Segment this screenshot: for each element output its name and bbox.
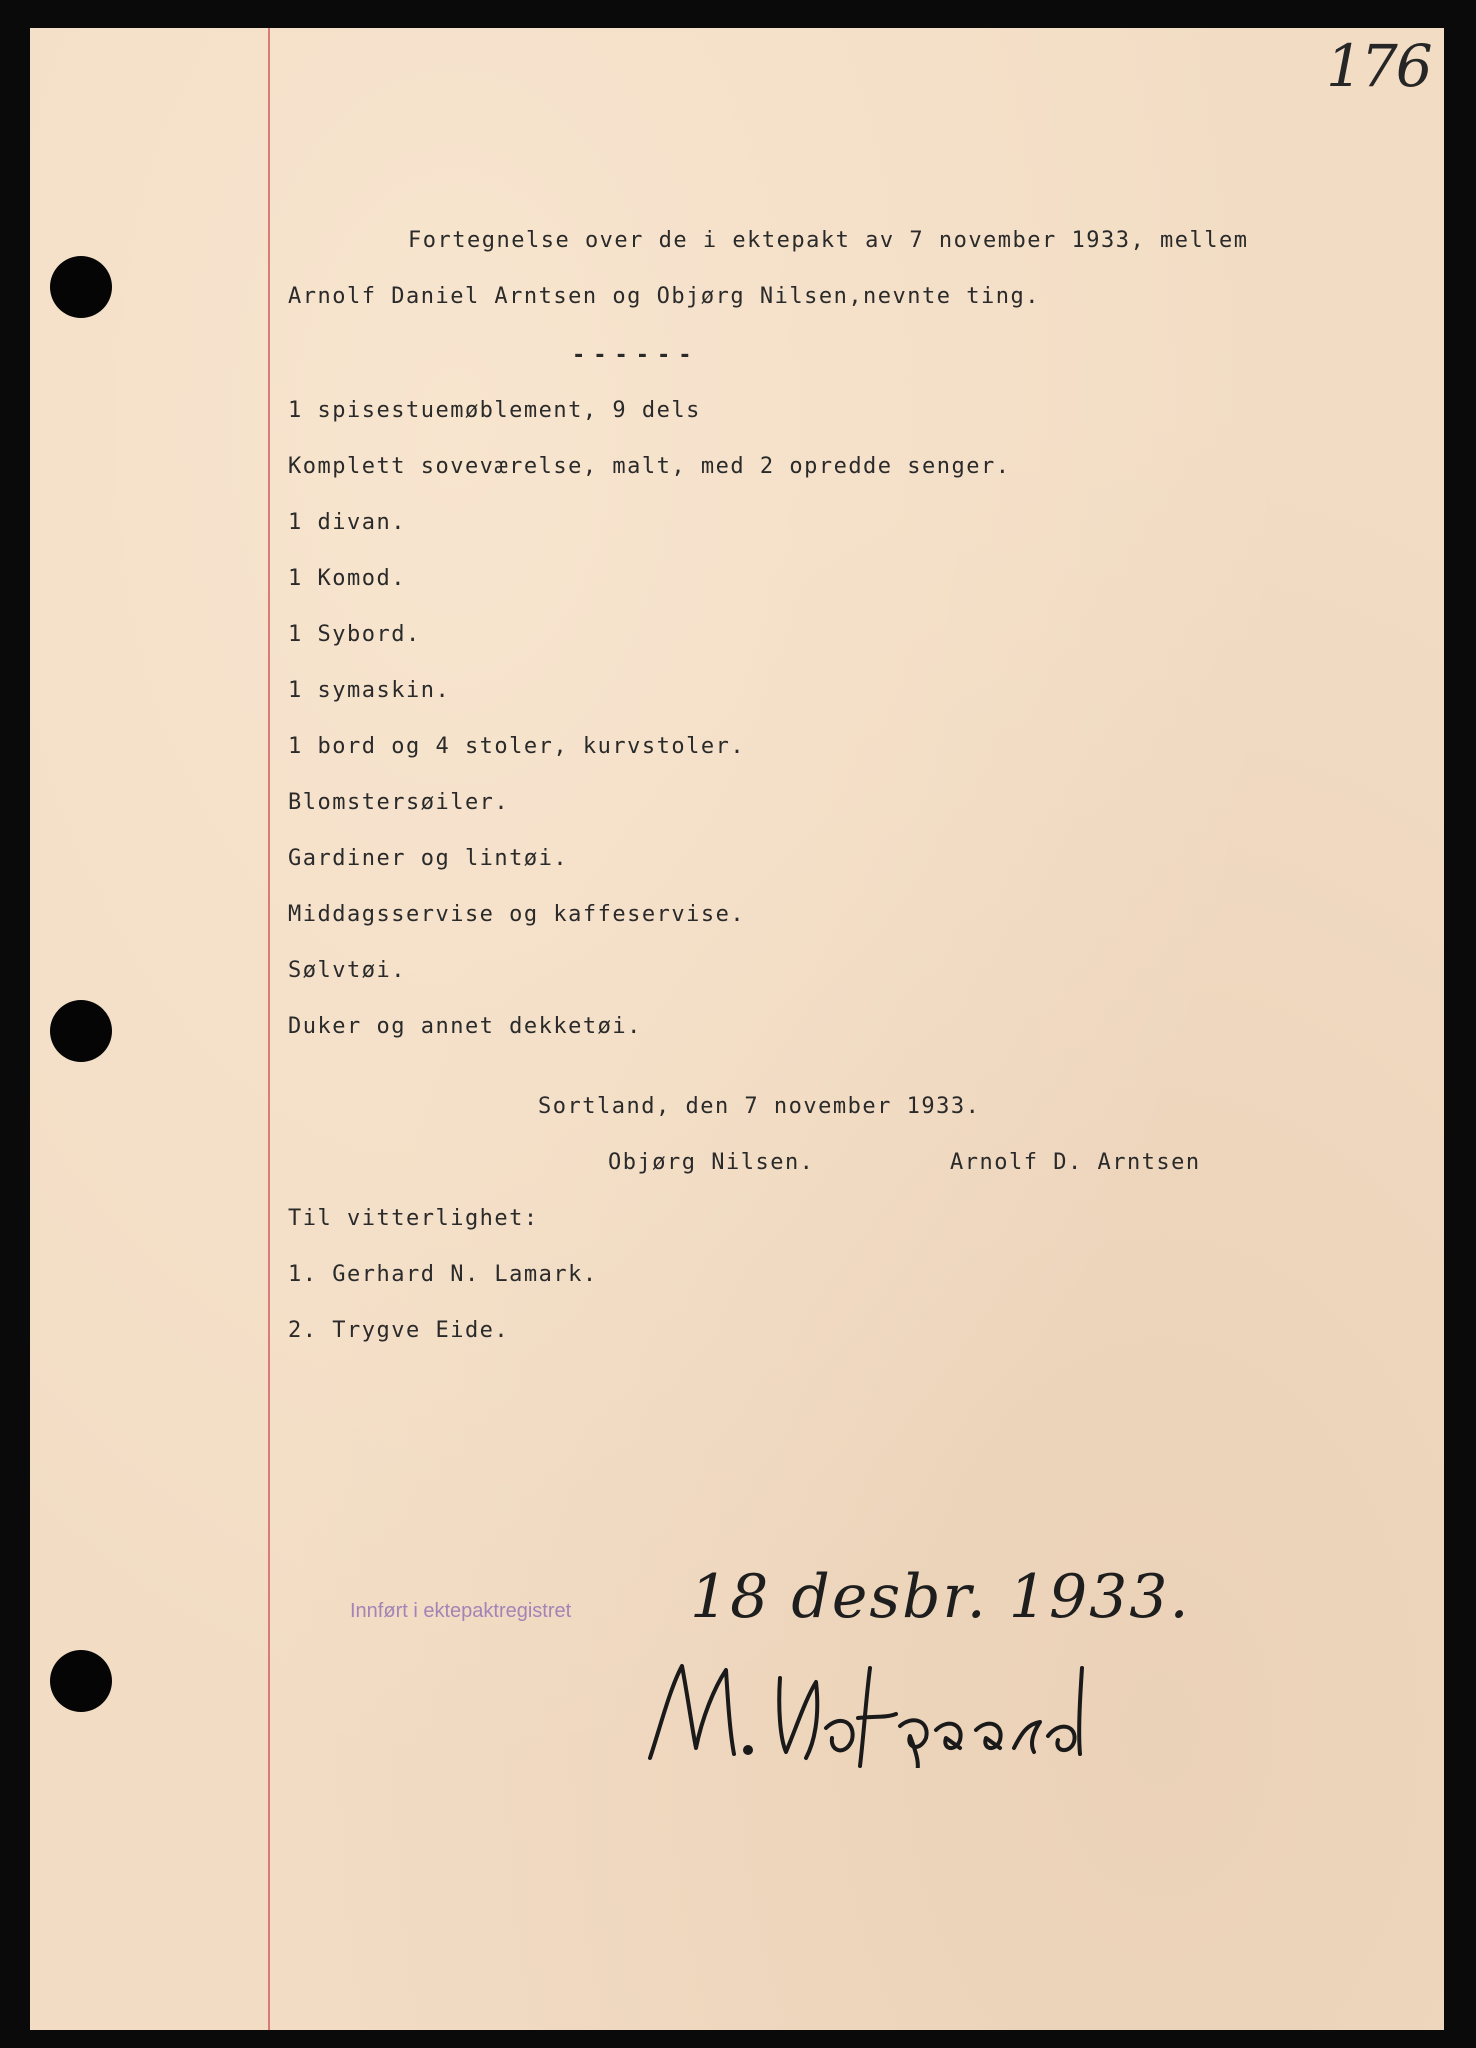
signature-stroke <box>1014 1722 1040 1752</box>
list-item: 1 divan. <box>288 510 406 535</box>
binder-hole <box>50 1650 112 1712</box>
registration-stamp: Innført i ektepaktregistret <box>350 1600 572 1622</box>
list-item: Middagsservise og kaffeservise. <box>288 902 746 927</box>
title-line-1: Fortegnelse over de i ektepakt av 7 november 1933, mellem <box>408 228 1249 253</box>
signature-stroke <box>779 1678 817 1758</box>
signature-objorg: Objørg Nilsen. <box>608 1150 815 1175</box>
red-margin-line <box>268 28 270 2030</box>
witness-item: 2. Trygve Eide. <box>288 1318 510 1343</box>
signature-stroke <box>936 1724 961 1748</box>
signature-stroke <box>1048 1668 1082 1754</box>
signature-stroke <box>650 1666 734 1758</box>
signature-stroke <box>826 1721 853 1750</box>
list-item: Blomstersøiler. <box>288 790 510 815</box>
list-item: Gardiner og lintøi. <box>288 846 569 871</box>
title-line-2: Arnolf Daniel Arntsen og Objørg Nilsen,nevnte ting. <box>288 284 1041 309</box>
witness-item: 1. Gerhard N. Lamark. <box>288 1262 598 1287</box>
witness-heading: Til vitterlighet: <box>288 1206 539 1231</box>
binder-hole <box>50 256 112 318</box>
signature-stroke <box>976 1724 1001 1748</box>
list-item: 1 bord og 4 stoler, kurvstoler. <box>288 734 746 759</box>
list-item: 1 symaskin. <box>288 678 451 703</box>
list-item: Komplett soveværelse, malt, med 2 opredde senger. <box>288 454 1011 479</box>
list-item: 1 Komod. <box>288 566 406 591</box>
signature-stroke <box>858 1668 896 1766</box>
page-number: 176 <box>1326 32 1431 100</box>
handwritten-signature <box>630 1648 1150 1768</box>
signature-stroke <box>900 1720 927 1768</box>
list-item: 1 Sybord. <box>288 622 421 647</box>
signature-arnolf: Arnolf D. Arntsen <box>950 1150 1201 1175</box>
handwritten-date: 18 desbr. 1933. <box>690 1562 1191 1632</box>
document-page <box>30 28 1444 2030</box>
place-date: Sortland, den 7 november 1933. <box>538 1094 981 1119</box>
list-item: Sølvtøi. <box>288 958 406 983</box>
signature-dot <box>745 1747 751 1753</box>
separator: ------ <box>572 343 700 368</box>
list-item: 1 spisestuemøblement, 9 dels <box>288 398 701 423</box>
binder-hole <box>50 1000 112 1062</box>
list-item: Duker og annet dekketøi. <box>288 1014 642 1039</box>
